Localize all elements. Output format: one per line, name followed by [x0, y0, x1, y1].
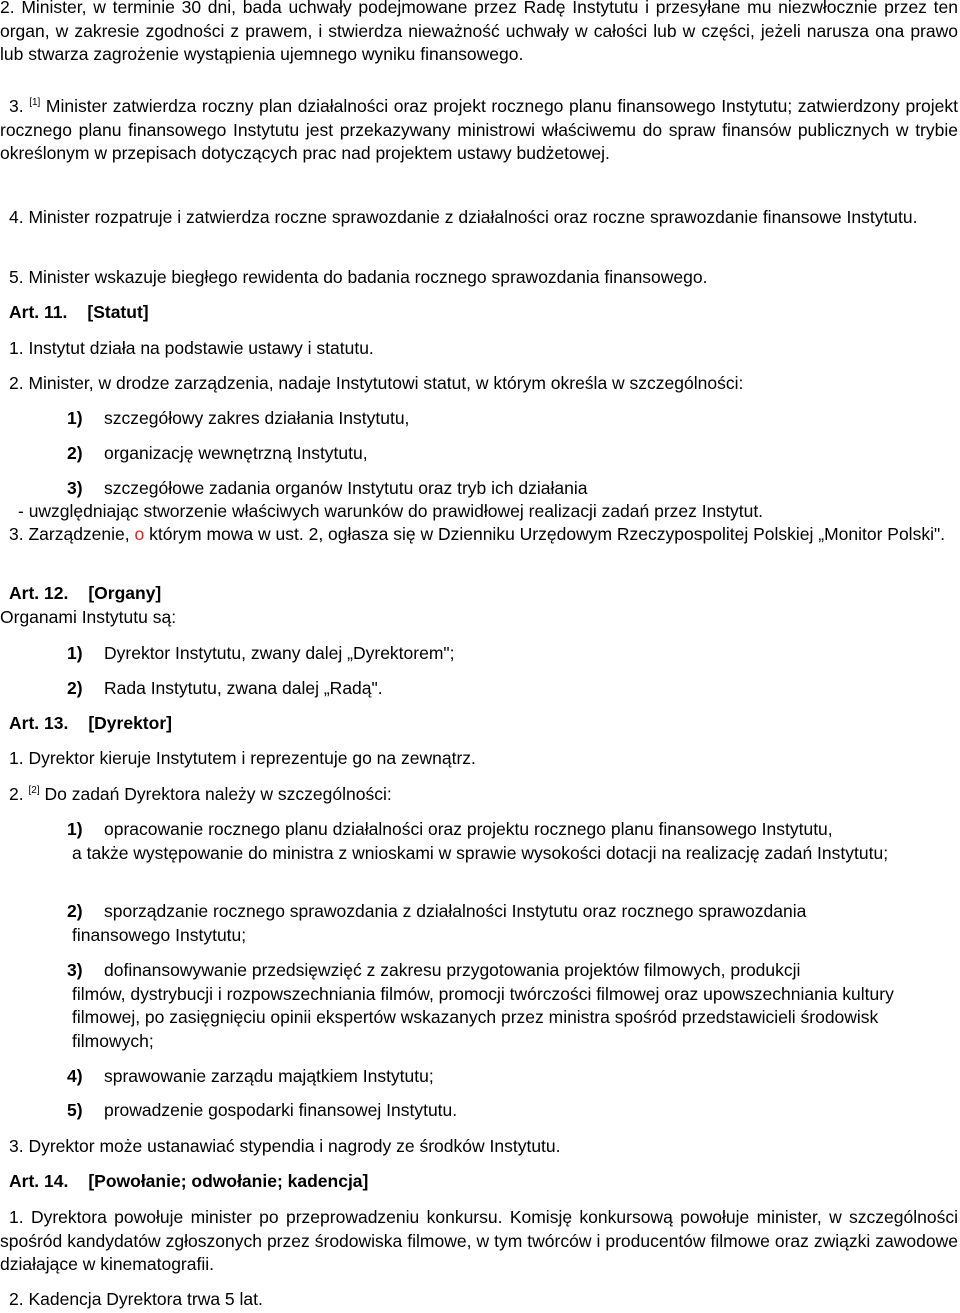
item-text: sprawowanie zarządu majątkiem Instytutu;: [104, 1066, 434, 1086]
item-text-cont: finansowego Instytutu;: [72, 924, 247, 945]
item-text-cont: filmów, dystrybucji i rozpowszechniania filmów, promocji twórczości filmowej oraz upowszechniania kultury filmowej, po zasięgnięciu opinii ekspertów wskazanych przez ministra spośród przedstawicieli środowisk filmowych;: [72, 983, 894, 1051]
art12-list-item: [67, 677, 957, 701]
art13-list-item: [67, 1065, 957, 1089]
item-number: 1): [67, 408, 83, 428]
art11-par3-start: 3. Zarządzenie,: [9, 524, 130, 544]
item-text: Dyrektor Instytutu, zwany dalej „Dyrektorem";: [104, 643, 455, 663]
art14-heading: [9, 1170, 960, 1194]
item-text: szczegółowy zakres działania Instytutu,: [104, 408, 410, 428]
art14-par2: 2. Kadencja Dyrektora trwa 5 lat.: [9, 1289, 263, 1309]
item-number: 1): [67, 643, 83, 663]
art10-par3: [0, 95, 958, 166]
art13-list-item: [67, 959, 957, 1053]
art13-heading: [9, 712, 960, 736]
art14-par1: 1. Dyrektora powołuje minister po przeprowadzeniu konkursu. Komisję konkursową powołuje minister, w szczególności spośród kandydatów zgłoszonych przez środowiska filmowe, w tym twórców i producentów filmowe oraz związki zawodowe działające w kinematografii.: [0, 1207, 958, 1274]
item-number: 3): [67, 478, 83, 498]
art13-par2-text: Do zadań Dyrektora należy w szczególności:: [44, 784, 392, 804]
art11-list-item: [67, 442, 957, 466]
item-text: sporządzanie rocznego sprawozdania z działalności Instytutu oraz rocznego sprawozdania: [104, 901, 807, 921]
art12-heading: [9, 582, 960, 606]
art12-number: Art. 12.: [9, 583, 69, 603]
item-text: prowadzenie gospodarki finansowej Instytutu.: [104, 1100, 458, 1120]
art13-list-item: [67, 900, 957, 947]
art13-par2: [0, 783, 958, 807]
art11-par2: 2. Minister, w drodze zarządzenia, nadaje Instytutowi statut, w którym określa w szczególności:: [9, 373, 744, 393]
item-number: 5): [67, 1100, 83, 1120]
art11-tail: - uwzględniając stworzenie właściwych warunków do prawidłowej realizacji zadań przez Instytut.: [18, 501, 764, 521]
item-text: Rada Instytutu, zwana dalej „Radą".: [104, 678, 383, 698]
art13-par3: 3. Dyrektor może ustanawiać stypendia i nagrody ze środków Instytutu.: [9, 1136, 561, 1156]
art13-number: Art. 13.: [9, 713, 69, 733]
item-number: 2): [67, 678, 83, 698]
art11-par3: [0, 523, 958, 547]
item-number: 1): [67, 819, 83, 839]
art11-par3-end: którym mowa w ust. 2, ogłasza się w Dzienniku Urzędowym Rzeczypospolitej Polskiej „Monitor Polski".: [149, 524, 946, 544]
item-text: dofinansowywanie przedsięwzięć z zakresu przygotowania projektów filmowych, produkcji: [104, 960, 801, 980]
art13-title: [Dyrektor]: [88, 713, 172, 733]
footnote-ref-1[interactable]: [1]: [29, 97, 41, 109]
art12-intro: Organami Instytutu są:: [0, 607, 177, 627]
art11-title: [Statut]: [87, 302, 149, 322]
item-text: organizację wewnętrzną Instytutu,: [104, 443, 368, 463]
art14-title: [Powołanie; odwołanie; kadencja]: [88, 1171, 369, 1191]
art11-par3-o: o: [134, 524, 145, 544]
item-text: opracowanie rocznego planu działalności oraz projektu rocznego planu finansowego Instytutu,: [104, 819, 833, 839]
item-number: 2): [67, 443, 83, 463]
art11-number: Art. 11.: [9, 302, 68, 322]
art13-list-item: [67, 818, 957, 865]
item-number: 4): [67, 1066, 83, 1086]
item-number: 2): [67, 901, 83, 921]
art10-par2: 2. Minister, w terminie 30 dni, bada uchwały podejmowane przez Radę Instytutu i przesyłane mu niezwłocznie przez ten organ, w zakresie zgodności z prawem, i stwierdza nieważność uchwały w całości lub w części, jeżeli narusza ona prawo lub stwarza zagrożenie wystąpienia ujemnego wyniku finansowego.: [0, 0, 958, 64]
art11-heading: [9, 301, 960, 325]
art10-par3-number: 3.: [9, 96, 24, 116]
art10-par3-text: Minister zatwierdza roczny plan działalności oraz projekt rocznego planu finansowego Instytutu; zatwierdzony projekt rocznego planu finansowego Instytutu jest przekazywany ministrowi właściwemu do spraw finansów publicznych w trybie określonym w przepisach dotyczących prac nad projektem ustawy budżetowej.: [0, 96, 958, 163]
item-text-cont: a także występowanie do ministra z wnioskami w sprawie wysokości dotacji na realizację zadań Instytutu;: [72, 842, 889, 863]
art10-par4: 4. Minister rozpatruje i zatwierdza roczne sprawozdanie z działalności oraz roczne sprawozdanie finansowe Instytutu.: [9, 207, 918, 227]
item-text: szczegółowe zadania organów Instytutu oraz tryb ich działania: [104, 478, 588, 498]
art12-list-item: [67, 642, 957, 666]
art13-par1: 1. Dyrektor kieruje Instytutem i reprezentuje go na zewnątrz.: [9, 748, 476, 768]
art11-list-item: [67, 477, 957, 501]
art14-number: Art. 14.: [9, 1171, 69, 1191]
art12-title: [Organy]: [88, 583, 162, 603]
art11-list-item: [67, 407, 957, 431]
art10-par5: 5. Minister wskazuje biegłego rewidenta do badania rocznego sprawozdania finansowego.: [9, 267, 708, 287]
art13-par2-number: 2.: [9, 784, 24, 804]
art11-par1: 1. Instytut działa na podstawie ustawy i statutu.: [9, 338, 374, 358]
art13-list-item: [67, 1099, 957, 1123]
item-number: 3): [67, 960, 83, 980]
footnote-ref-2[interactable]: [2]: [28, 785, 40, 797]
